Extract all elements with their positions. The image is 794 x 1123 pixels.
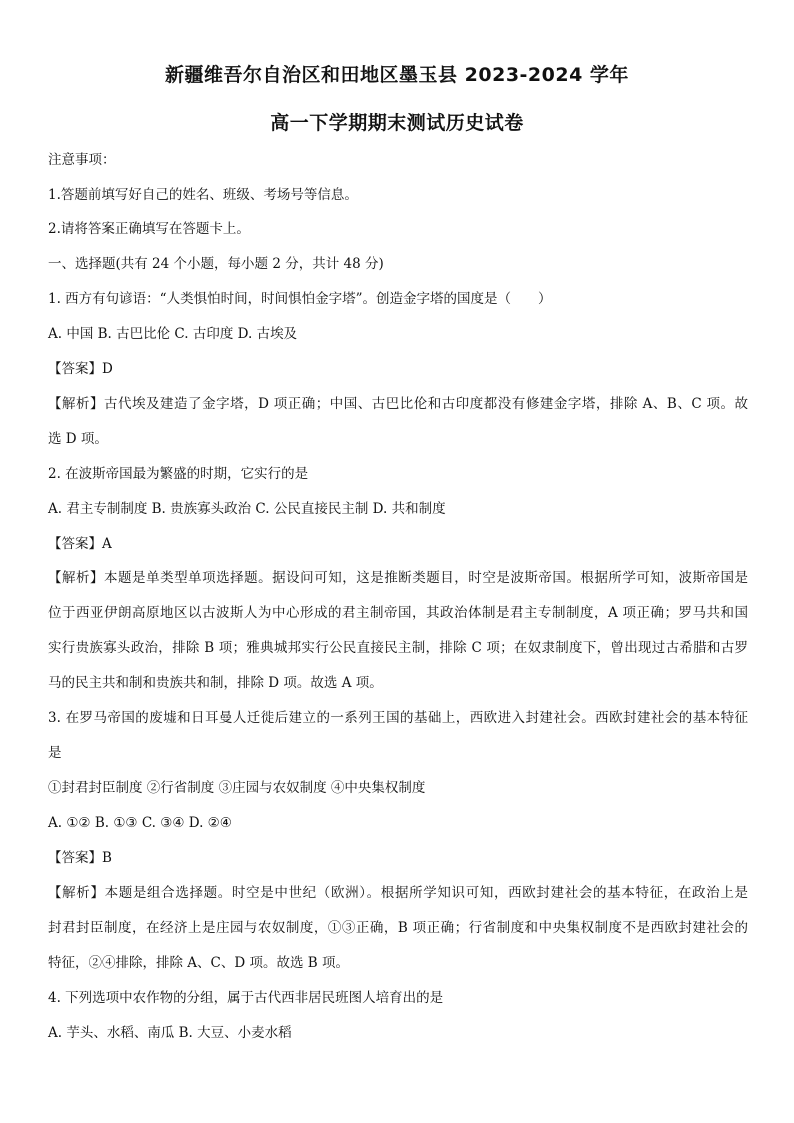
notice-item-1: 1.答题前填写好自己的姓名、班级、考场号等信息。 <box>48 187 358 203</box>
question-3-stem-line-1: 3. 在罗马帝国的废墟和日耳曼人迁徙后建立的一系列王国的基础上，西欧进入封建社会。西欧封建社会的基本特征 <box>48 710 748 726</box>
section-heading: 一、选择题(共有 24 个小题，每小题 2 分，共计 48 分) <box>48 256 384 272</box>
question-1-analysis-line-2: 选 D 项。 <box>48 431 108 447</box>
question-2-analysis-line-3: 实行贵族寡头政治，排除 B 项；雅典城邦实行公民直接民主制，排除 C 项；在奴隶制度下，曾出现过古希腊和古罗 <box>48 640 748 656</box>
question-3-answer: 【答案】B <box>48 850 112 866</box>
question-2-analysis-line-4: 马的民主共和制和贵族共和制，排除 D 项。故选 A 项。 <box>48 675 383 691</box>
question-1-answer: 【答案】D <box>48 361 113 377</box>
question-2-analysis-line-1: 【解析】本题是单类型单项选择题。据设问可知，这是推断类题目，时空是波斯帝国。根据所学可知，波斯帝国是 <box>48 570 748 586</box>
notice-item-2: 2.请将答案正确填写在答题卡上。 <box>48 221 250 237</box>
question-1-stem: 1. 西方有句谚语：“人类惧怕时间，时间惧怕金字塔”。创造金字塔的国度是（ ） <box>48 291 552 307</box>
question-4-options: A. 芋头、水稻、南瓜 B. 大豆、小麦水稻 <box>48 1025 292 1041</box>
question-2-analysis-line-2: 位于西亚伊朗高原地区以古波斯人为中心形成的君主制帝国，其政治体制是君主专制制度，A 项正确；罗马共和国 <box>48 605 748 621</box>
question-4-stem: 4. 下列选项中农作物的分组，属于古代西非居民班图人培育出的是 <box>48 990 444 1006</box>
question-3-stem-line-2: 是 <box>48 745 62 761</box>
question-3-options: A. ①② B. ①③ C. ③④ D. ②④ <box>48 815 232 831</box>
question-3-analysis-line-3: 特征，②④排除，排除 A、C、D 项。故选 B 项。 <box>48 955 349 971</box>
question-3-analysis-line-2: 封君封臣制度，在经济上是庄园与农奴制度，①③正确，B 项正确；行省制度和中央集权制度不是西欧封建社会的 <box>48 920 748 936</box>
exam-title-line-1: 新疆维吾尔自治区和田地区墨玉县 2023-2024 学年 <box>165 64 629 86</box>
question-3-items: ①封君封臣制度 ②行省制度 ③庄园与农奴制度 ④中央集权制度 <box>48 780 426 796</box>
question-2-stem: 2. 在波斯帝国最为繁盛的时期，它实行的是 <box>48 466 309 482</box>
question-2-options: A. 君主专制制度 B. 贵族寡头政治 C. 公民直接民主制 D. 共和制度 <box>48 501 446 517</box>
question-3-analysis-line-1: 【解析】本题是组合选择题。时空是中世纪（欧洲）。根据所学知识可知，西欧封建社会的基本特征，在政治上是 <box>48 885 748 901</box>
exam-title-line-2: 高一下学期期末测试历史试卷 <box>270 112 524 134</box>
notice-heading: 注意事项： <box>48 152 116 168</box>
question-1-options: A. 中国 B. 古巴比伦 C. 古印度 D. 古埃及 <box>48 326 298 342</box>
question-1-analysis-line-1: 【解析】古代埃及建造了金字塔，D 项正确；中国、古巴比伦和古印度都没有修建金字塔，排除 A、B、C 项。故 <box>48 396 748 412</box>
question-2-answer: 【答案】A <box>48 536 112 552</box>
